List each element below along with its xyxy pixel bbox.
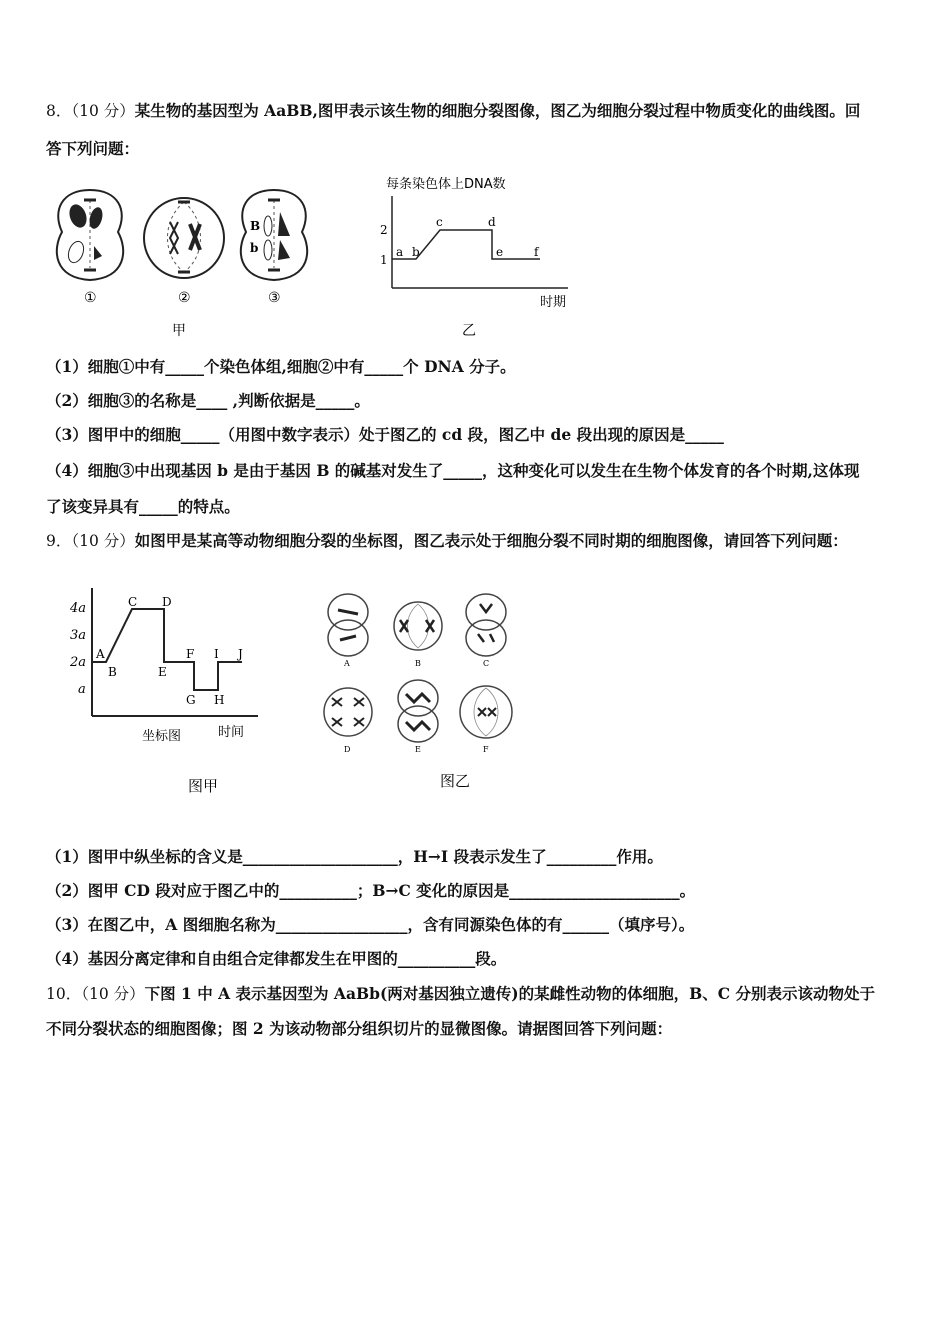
q8-stem: 某生物的基因型为 AaBB,图甲表示该生物的细胞分裂图像，图乙为细胞分裂过程中物质变化的曲线图。回: [134, 101, 861, 120]
q9-sub-1: （1）图甲中纵坐标的含义是____________________，H→I 段表示发生了_________作用。: [46, 847, 663, 866]
q8-ytick-2: 2: [380, 223, 388, 237]
q8-ytick-1: 1: [380, 253, 388, 267]
q9-point-E: E: [158, 665, 167, 679]
q9-fig-jia-xlabel: 时间: [218, 725, 245, 740]
q9-point-A: A: [96, 647, 105, 661]
q8-sub-3: （3）图甲中的细胞_____（用图中数字表示）处于图乙的 cd 段，图乙中 de 段出现的原因是_____: [46, 425, 724, 444]
q8-sub-5: 了该变异具有_____的特点。: [46, 497, 240, 516]
q8-number: 8．: [46, 102, 72, 120]
q8-point-e: e: [496, 245, 504, 259]
q10-stem-line2: 不同分裂状态的细胞图像；图 2 为该动物部分组织切片的显微图像。请据图回答下列问题：: [46, 1019, 673, 1038]
q8-fig-yi-ylabel: 每条染色体上DNA数: [386, 177, 506, 192]
q9-score: （10 分）: [71, 532, 135, 550]
q8-fig-jia-caption: 甲: [172, 323, 186, 339]
q9-cell-label-C: C: [483, 659, 490, 668]
q9-point-B: B: [108, 665, 117, 679]
q9-cell-B: [394, 602, 442, 650]
q9-cell-E: [398, 680, 438, 742]
q9-fig-yi-title: 图乙: [440, 772, 471, 790]
q9-figure-jia: [66, 582, 266, 802]
q9-cell-label-D: D: [344, 745, 351, 754]
q10-stem: 下图 1 中 A 表示基因型为 AaBb(两对基因独立遗传)的某雌性动物的体细胞，B、C 分别表示该动物处于: [144, 984, 875, 1003]
q9-fig-jia-title: 图甲: [188, 777, 219, 795]
q9-figure-yi: [318, 590, 528, 800]
q10-stem-line1: [46, 983, 875, 1005]
q9-point-F: F: [186, 647, 195, 661]
q8-point-a: a: [396, 245, 404, 259]
q9-cell-D: [324, 688, 372, 736]
q9-ytick-a: a: [78, 682, 86, 697]
q8-fig-yi-xlabel: 时期: [540, 295, 567, 310]
q9-point-C: C: [128, 595, 138, 609]
q8-sub-4: （4）细胞③中出现基因 b 是由于基因 B 的碱基对发生了_____，这种变化可以发生在生物个体发育的各个时期,这体现: [46, 461, 860, 480]
q9-ytick-4a: 4a: [70, 601, 87, 616]
q8-stem-line1: [46, 100, 860, 122]
q8-sub-1: （1）细胞①中有_____个染色体组,细胞②中有_____个 DNA 分子。: [46, 357, 516, 376]
q10-number: 10．: [46, 985, 82, 1003]
q9-point-I: I: [214, 647, 219, 661]
q9-point-D: D: [162, 595, 172, 609]
q8-figure-jia: [44, 180, 334, 345]
q9-cell-label-A: A: [344, 659, 350, 668]
q9-cell-label-E: E: [415, 745, 421, 754]
q8-point-c: c: [436, 215, 443, 229]
q8-stem-line2: 答下列问题：: [46, 139, 140, 158]
q9-cell-label-F: F: [483, 745, 489, 754]
q8-cell-label-2: ②: [178, 290, 191, 306]
q9-sub-3: （3）在图乙中，A 图细胞名称为_________________，含有同源染色体的有______（填序号）。: [46, 915, 695, 934]
q9-cell-A: [328, 594, 368, 656]
q9-stem: 如图甲是某高等动物细胞分裂的坐标图，图乙表示处于细胞分裂不同时期的细胞图像，请回答下列问题：: [134, 531, 848, 550]
q8-gene-B: B: [250, 219, 261, 233]
q8-cell-label-1: ①: [84, 290, 97, 306]
q8-point-b: b: [412, 245, 420, 259]
q9-cell-C: [466, 594, 506, 656]
q9-sub-2: （2）图甲 CD 段对应于图乙中的__________；B→C 变化的原因是______________________。: [46, 881, 696, 900]
q8-point-d: d: [488, 215, 496, 229]
q8-cell-label-3: ③: [268, 290, 281, 306]
q9-number: 9．: [46, 532, 72, 550]
q8-point-f: f: [534, 245, 539, 259]
q9-cell-label-B: B: [415, 659, 421, 668]
q9-point-G: G: [186, 693, 196, 707]
q9-stem-line: [46, 530, 848, 552]
q8-figure-yi: [368, 172, 588, 347]
q9-cell-F: [460, 686, 512, 738]
q8-fig-yi-caption: 乙: [462, 323, 476, 339]
q8-score: （10 分）: [71, 102, 135, 120]
q8-gene-b: b: [250, 241, 259, 255]
q8-cell-2: [144, 198, 224, 278]
q9-fig-jia-sub: 坐标图: [142, 729, 182, 744]
q9-point-J: J: [238, 647, 243, 661]
q9-ytick-2a: 2a: [70, 655, 87, 670]
q9-ytick-3a: 3a: [70, 628, 87, 643]
q9-point-H: H: [214, 693, 225, 707]
q9-sub-4: （4）基因分离定律和自由组合定律都发生在甲图的__________段。: [46, 949, 507, 968]
q10-score: （10 分）: [81, 985, 145, 1003]
q8-sub-2: （2）细胞③的名称是____ ,判断依据是_____。: [46, 391, 370, 410]
q8-cell-3: [241, 190, 307, 280]
q8-cell-1: [57, 190, 123, 280]
